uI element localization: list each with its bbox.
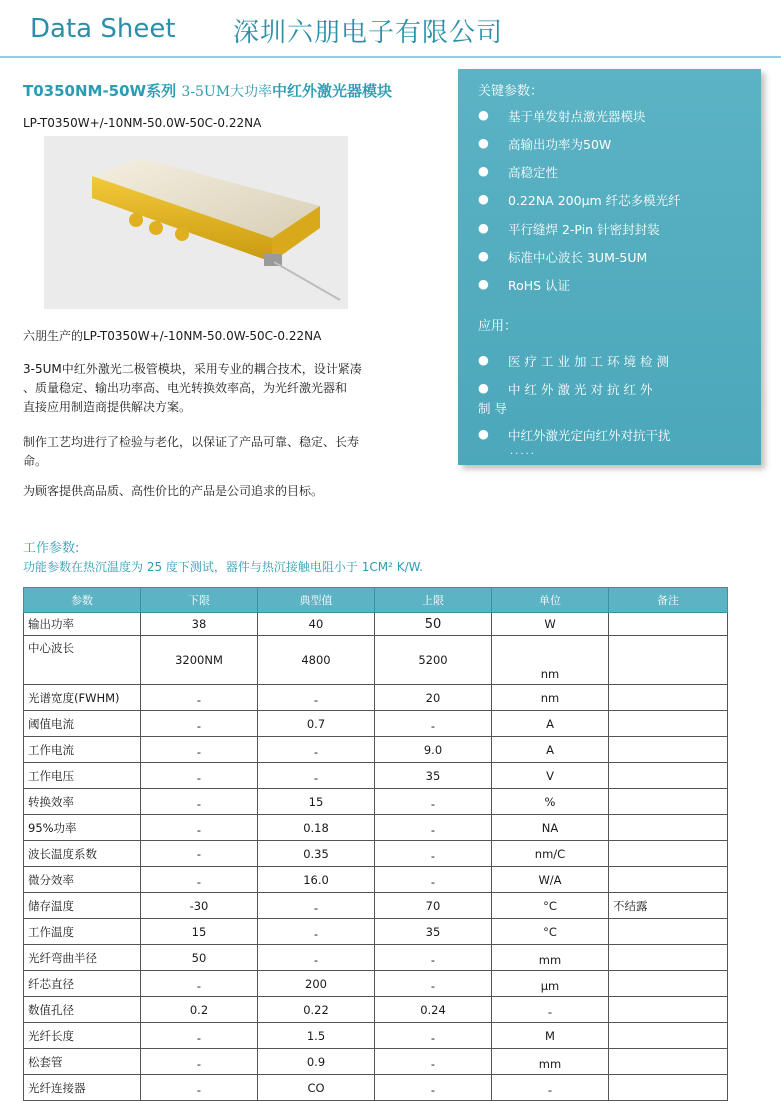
typ-cell: 40: [258, 613, 375, 636]
note-cell: [609, 789, 728, 815]
column-header: 下限: [141, 588, 258, 613]
min-cell: -: [141, 789, 258, 815]
bullet-icon: ●: [478, 220, 489, 235]
working-parameters-title: 工作参数:: [23, 541, 80, 556]
min-cell: -: [141, 1023, 258, 1049]
param-cell: 转换效率: [24, 789, 141, 815]
application-item-text: 制导: [478, 401, 512, 416]
typ-cell: -: [258, 737, 375, 763]
desc-line: 3-5UM中红外激光二极管模块，采用专业的耦合技术，设计紧凑: [23, 362, 362, 376]
param-cell: 数值孔径: [24, 997, 141, 1023]
key-item-text: 基于单发射点激光器模块: [508, 109, 646, 124]
param-cell: 工作温度: [24, 919, 141, 945]
typ-cell: -: [258, 763, 375, 789]
table-row: [24, 1023, 728, 1049]
key-item-text: 高输出功率为50W: [508, 137, 612, 152]
param-cell: 中心波长: [24, 636, 141, 685]
unit-cell: M: [492, 1023, 609, 1049]
param-cell: 光纤连接器: [24, 1075, 141, 1101]
header-divider: [0, 56, 781, 58]
param-cell: 输出功率: [24, 613, 141, 636]
unit-cell: A: [492, 711, 609, 737]
table-row: [24, 636, 728, 685]
description-paragraph-1: [23, 360, 433, 417]
max-cell: 9.0: [375, 737, 492, 763]
note-cell: [609, 1023, 728, 1049]
param-cell: 光纤弯曲半径: [24, 945, 141, 971]
note-cell: [609, 711, 728, 737]
min-cell: -: [141, 737, 258, 763]
max-cell: -: [375, 945, 492, 971]
application-item-text: 医疗工业加工环境检测: [508, 354, 674, 369]
column-header: 上限: [375, 588, 492, 613]
bullet-icon: ●: [478, 352, 489, 367]
min-cell: -: [141, 867, 258, 893]
min-cell: 0.2: [141, 997, 258, 1023]
laser-module-image: [44, 136, 348, 309]
key-item-text: 高稳定性: [508, 165, 559, 180]
column-header: 单位: [492, 588, 609, 613]
max-cell: -: [375, 1049, 492, 1075]
key-item-text: 平行缝焊 2-Pin 针密封封装: [508, 222, 660, 237]
description-paragraph-2: [23, 433, 433, 471]
table-row: [24, 789, 728, 815]
desc-line: 、质量稳定、输出功率高、电光转换效率高，为光纤激光器和: [23, 381, 348, 395]
application-item-text: 中红外激光定向红外对抗干扰: [508, 428, 671, 443]
max-cell: -: [375, 841, 492, 867]
param-cell: 纤芯直径: [24, 971, 141, 997]
bullet-icon: ●: [478, 135, 489, 150]
key-item-text: 0.22NA 200μm 纤芯多模光纤: [508, 193, 681, 208]
note-cell: [609, 613, 728, 636]
max-cell: 35: [375, 763, 492, 789]
unit-cell: V: [492, 763, 609, 789]
min-cell: -: [141, 711, 258, 737]
table-row: [24, 893, 728, 919]
param-cell: 95%功率: [24, 815, 141, 841]
table-row: [24, 711, 728, 737]
note-cell: [609, 1075, 728, 1101]
column-header: 典型值: [258, 588, 375, 613]
param-cell: 阈值电流: [24, 711, 141, 737]
unit-cell: nm: [492, 685, 609, 711]
max-cell: -: [375, 815, 492, 841]
typ-cell: 0.35: [258, 841, 375, 867]
typ-cell: 0.9: [258, 1049, 375, 1075]
bullet-icon: ●: [478, 380, 489, 395]
table-row: [24, 815, 728, 841]
note-cell: [609, 737, 728, 763]
key-item-text: RoHS 认证: [508, 278, 571, 293]
min-cell: 38: [141, 613, 258, 636]
unit-cell: °C: [492, 919, 609, 945]
max-cell: 50: [375, 613, 492, 636]
note-cell: [609, 997, 728, 1023]
min-cell: -: [141, 971, 258, 997]
applications-heading: 应用：: [478, 319, 518, 334]
max-cell: -: [375, 1075, 492, 1101]
max-cell: -: [375, 789, 492, 815]
unit-cell: %: [492, 789, 609, 815]
typ-cell: -: [258, 919, 375, 945]
unit-cell: nm/C: [492, 841, 609, 867]
bullet-icon: ●: [478, 163, 489, 178]
param-cell: 松套管: [24, 1049, 141, 1075]
param-cell: 光谱宽度(FWHM): [24, 685, 141, 711]
table-row: [24, 971, 728, 997]
min-cell: -: [141, 815, 258, 841]
desc-line: 命。: [23, 454, 48, 468]
spec-table: [23, 587, 728, 1101]
unit-cell: W/A: [492, 867, 609, 893]
note-cell: [609, 971, 728, 997]
note-cell: [609, 685, 728, 711]
min-cell: -: [141, 1049, 258, 1075]
max-cell: -: [375, 971, 492, 997]
table-row: [24, 613, 728, 636]
param-cell: 工作电流: [24, 737, 141, 763]
param-cell: 储存温度: [24, 893, 141, 919]
unit-cell: W: [492, 613, 609, 636]
desc-line: 制作工艺均进行了检验与老化，以保证了产品可靠、稳定、长寿: [23, 435, 360, 449]
bullet-icon: ●: [478, 191, 489, 206]
note-cell: [609, 867, 728, 893]
typ-cell: 0.7: [258, 711, 375, 737]
min-cell: -: [141, 763, 258, 789]
bullet-icon: ●: [478, 426, 489, 441]
min-cell: 50: [141, 945, 258, 971]
max-cell: -: [375, 711, 492, 737]
param-cell: 波长温度系数: [24, 841, 141, 867]
key-parameters-heading: 关键参数：: [478, 84, 544, 99]
note-cell: [609, 636, 728, 685]
min-cell: -: [141, 1075, 258, 1101]
unit-cell: -: [492, 997, 609, 1023]
application-item-text: 中红外激光对抗红外: [508, 382, 657, 397]
typ-cell: 4800: [258, 636, 375, 685]
max-cell: 35: [375, 919, 492, 945]
bullet-icon: ●: [478, 276, 489, 291]
product-title: [23, 80, 392, 101]
unit-cell: A: [492, 737, 609, 763]
table-row: [24, 945, 728, 971]
typ-cell: 0.22: [258, 997, 375, 1023]
unit-cell: μm: [492, 971, 609, 997]
max-cell: -: [375, 1023, 492, 1049]
note-cell: [609, 763, 728, 789]
note-cell: [609, 945, 728, 971]
table-row: [24, 867, 728, 893]
description-paragraph-3: 为顾客提供高品质、高性价比的产品是公司追求的目标。: [23, 484, 324, 498]
company-name: 深圳六朋电子有限公司: [233, 18, 504, 48]
product-range: 3-5UM大功率: [181, 84, 273, 100]
photo-caption: 六朋生产的LP-T0350W+/-10NM-50.0W-50C-0.22NA: [23, 329, 322, 343]
table-row: [24, 1075, 728, 1101]
table-row: [24, 997, 728, 1023]
table-row: [24, 1049, 728, 1075]
note-cell: [609, 1049, 728, 1075]
max-cell: 5200: [375, 636, 492, 685]
typ-cell: 0.18: [258, 815, 375, 841]
typ-cell: 16.0: [258, 867, 375, 893]
table-header-row: [24, 588, 728, 613]
working-parameters-note: 功能参数在热沉温度为 25 度下测试，器件与热沉接触电阻小于 1CM² K/W.: [23, 560, 423, 574]
max-cell: 70: [375, 893, 492, 919]
unit-cell: mm: [492, 945, 609, 971]
min-cell: 15: [141, 919, 258, 945]
bullet-icon: ●: [478, 107, 489, 122]
trailing-dots: .....: [510, 446, 536, 457]
unit-cell: -: [492, 1075, 609, 1101]
bullet-icon: ●: [478, 248, 489, 263]
table-row: [24, 841, 728, 867]
table-row: [24, 737, 728, 763]
table-row: [24, 763, 728, 789]
unit-cell: nm: [492, 636, 609, 685]
column-header: 备注: [609, 588, 728, 613]
typ-cell: 15: [258, 789, 375, 815]
note-cell: [609, 815, 728, 841]
unit-cell: NA: [492, 815, 609, 841]
param-cell: 微分效率: [24, 867, 141, 893]
product-model: LP-T0350W+/-10NM-50.0W-50C-0.22NA: [23, 116, 262, 130]
min-cell: -: [141, 685, 258, 711]
product-series: T0350NM-50W系列: [23, 82, 177, 100]
table-row: [24, 685, 728, 711]
key-item-text: 标准中心波长 3UM-5UM: [508, 250, 648, 265]
min-cell: -30: [141, 893, 258, 919]
unit-cell: °C: [492, 893, 609, 919]
param-cell: 光纤长度: [24, 1023, 141, 1049]
param-cell: 工作电压: [24, 763, 141, 789]
typ-cell: 1.5: [258, 1023, 375, 1049]
note-cell: [609, 919, 728, 945]
max-cell: 20: [375, 685, 492, 711]
max-cell: 0.24: [375, 997, 492, 1023]
unit-cell: mm: [492, 1049, 609, 1075]
desc-line: 直接应用制造商提供解决方案。: [23, 400, 192, 414]
typ-cell: -: [258, 893, 375, 919]
table-row: [24, 919, 728, 945]
note-cell: [609, 841, 728, 867]
min-cell: -: [141, 841, 258, 867]
typ-cell: -: [258, 685, 375, 711]
typ-cell: CO: [258, 1075, 375, 1101]
typ-cell: -: [258, 945, 375, 971]
key-parameters-panel: [458, 69, 761, 465]
product-photo: [44, 136, 348, 309]
note-cell: 不结露: [609, 893, 728, 919]
typ-cell: 200: [258, 971, 375, 997]
column-header: 参数: [24, 588, 141, 613]
product-type: 中红外激光器模块: [272, 82, 393, 100]
max-cell: -: [375, 867, 492, 893]
min-cell: 3200NM: [141, 636, 258, 685]
datasheet-title: Data Sheet: [30, 14, 176, 44]
